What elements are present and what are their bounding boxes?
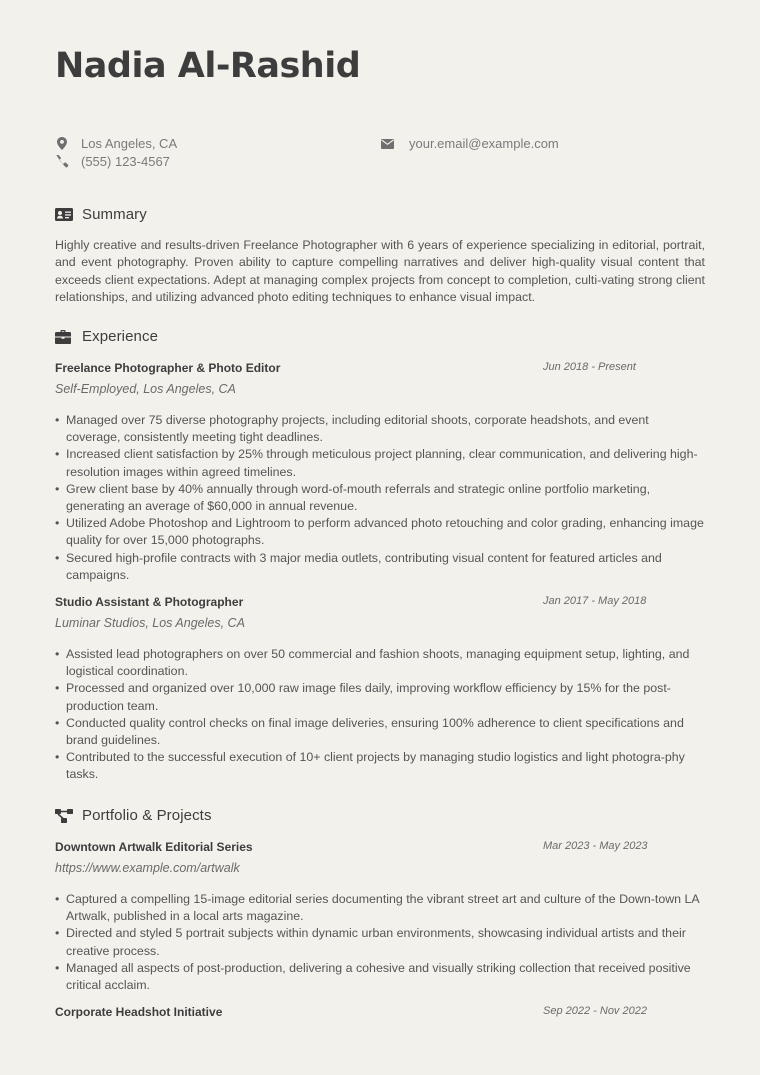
job-dates: Jan 2017 - May 2018 (543, 595, 647, 607)
project-title: Corporate Headshot Initiative (55, 1005, 223, 1019)
job-title: Freelance Photographer & Photo Editor (55, 361, 281, 375)
phone-icon (55, 155, 69, 169)
job-bullets (55, 646, 705, 784)
contact-location (55, 136, 177, 151)
map-pin-icon (55, 137, 69, 151)
list-item: • Contributed to the successful execution of 10+ client projects by managing studio logistics and light photogra-phy tasks. (55, 749, 705, 783)
list-item: • Managed all aspects of post-production, delivering a cohesive and visually striking collection that received positive critical acclaim. (55, 960, 705, 994)
list-item: • Assisted lead photographers on over 50 commercial and fashion shoots, managing equipment setup, lighting, and logistical coordination. (55, 646, 705, 680)
project-title: Downtown Artwalk Editorial Series (55, 840, 253, 854)
phone-text: (555) 123-4567 (81, 154, 170, 169)
summary-text: Highly creative and results-driven Freelance Photographer with 6 years of experience specializing in editorial, portrait, and event photography. Proven ability to capture compelling narratives and deliver high-quality visual content that exceeds client expectations. Adept at managing complex projects from concept to completion, culti-vating strong client relationships, and utilizing advanced photo editing techniques to enhance visual impact. (55, 238, 705, 304)
project-link[interactable]: https://www.example.com/artwalk (55, 861, 240, 875)
summary-heading (55, 206, 147, 223)
contact-phone (55, 154, 170, 169)
list-item: • Processed and organized over 10,000 raw image files daily, improving workflow efficiency by 15% for the post-production team. (55, 680, 705, 714)
location-text: Los Angeles, CA (81, 136, 178, 151)
list-item: • Conducted quality control checks on final image deliveries, ensuring 100% adherence to client specifications and brand guidelines. (55, 715, 705, 749)
list-item: • Secured high-profile contracts with 3 major media outlets, contributing visual content for featured articles and campaigns. (55, 550, 705, 584)
job-dates: Jun 2018 - Present (543, 361, 636, 373)
list-item: • Managed over 75 diverse photography projects, including editorial shoots, corporate headshots, and event coverage, consistently meeting tight deadlines. (55, 412, 705, 446)
project-dates: Sep 2022 - Nov 2022 (543, 1005, 647, 1017)
list-item: • Increased client satisfaction by 25% through meticulous project planning, clear communication, and delivering high-resolution images within agreed timelines. (55, 446, 705, 480)
portfolio-title: Portfolio & Projects (82, 807, 212, 824)
job-company: Luminar Studios, Los Angeles, CA (55, 616, 245, 630)
experience-title: Experience (82, 328, 159, 345)
candidate-name: Nadia Al-Rashid (55, 46, 361, 86)
email-text: your.email@example.com (409, 136, 559, 151)
list-item: • Utilized Adobe Photoshop and Lightroom to perform advanced photo retouching and color grading, enhancing image quality for over 15,000 photographs. (55, 515, 705, 549)
job-title: Studio Assistant & Photographer (55, 595, 244, 609)
list-item: • Captured a compelling 15-image editorial series documenting the vibrant street art and culture of the Down-town LA Artwalk, published in a local arts magazine. (55, 891, 705, 925)
envelope-icon (380, 137, 394, 151)
contact-email (380, 136, 559, 151)
project-diagram-icon (55, 808, 73, 824)
id-card-icon (55, 207, 73, 223)
project-bullets (55, 891, 705, 994)
portfolio-heading (55, 807, 212, 824)
job-bullets (55, 412, 705, 584)
project-dates: Mar 2023 - May 2023 (543, 840, 648, 852)
job-company: Self-Employed, Los Angeles, CA (55, 382, 236, 396)
briefcase-icon (55, 329, 73, 345)
experience-heading (55, 328, 158, 345)
list-item: • Grew client base by 40% annually through word-of-mouth referrals and strategic online portfolio marketing, generating an average of $60,000 in annual revenue. (55, 481, 705, 515)
list-item: • Directed and styled 5 portrait subjects within dynamic urban environments, showcasing individual artists and their creative process. (55, 925, 705, 959)
summary-title: Summary (82, 206, 147, 223)
